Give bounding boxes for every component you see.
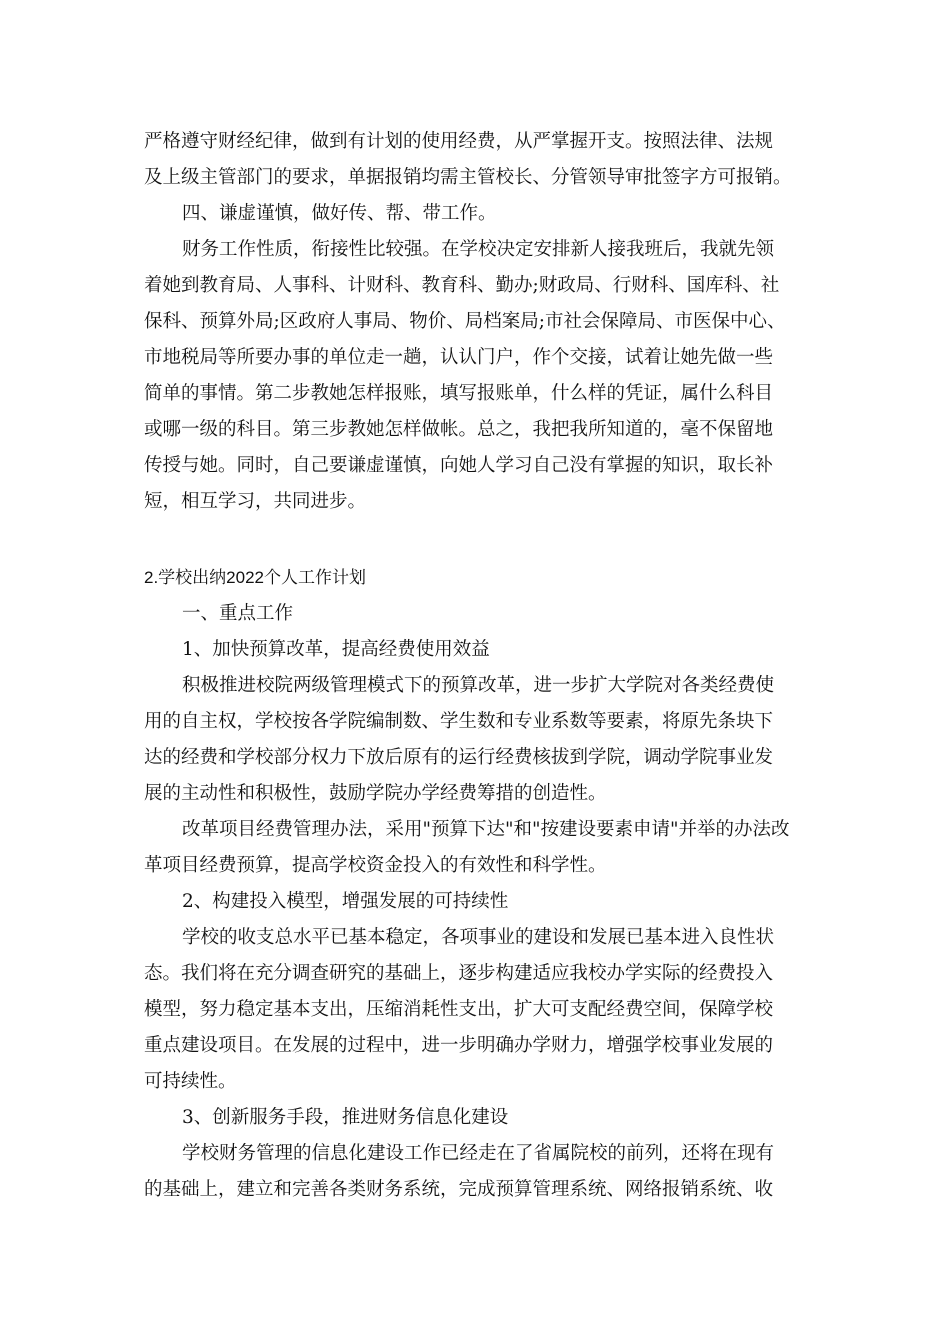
paragraph-line: 改革项目经费管理办法，采用"预算下达"和"按建设要素申请"并举的办法改 bbox=[182, 819, 790, 840]
paragraph-line: 着她到教育局、人事科、计财科、教育科、勤办;财政局、行财科、国库科、社 bbox=[144, 275, 780, 296]
paragraph-line: 严格遵守财经纪律，做到有计划的使用经费，从严掌握开支。按照法律、法规 bbox=[144, 131, 774, 152]
subsection-heading: 3、创新服务手段，推进财务信息化建设 bbox=[182, 1107, 509, 1128]
paragraph-line: 展的主动性和积极性，鼓励学院办学经费筹措的创造性。 bbox=[144, 783, 607, 804]
paragraph-line: 或哪一级的科目。第三步教她怎样做帐。总之，我把我所知道的，毫不保留地 bbox=[144, 419, 774, 440]
paragraph-line: 用的自主权，学校按各学院编制数、学生数和专业系数等要素，将原先条块下 bbox=[144, 711, 774, 732]
paragraph-line: 学校的收支总水平已基本稳定，各项事业的建设和发展已基本进入良性状 bbox=[182, 927, 775, 948]
paragraph-line: 及上级主管部门的要求，单据报销均需主管校长、分管领导审批签字方可报销。 bbox=[144, 167, 792, 188]
paragraph-line: 财务工作性质，衔接性比较强。在学校决定安排新人接我班后，我就先领 bbox=[182, 239, 775, 260]
subsection-heading: 2、构建投入模型，增强发展的可持续性 bbox=[182, 891, 509, 912]
section-heading: 四、谦虚谨慎，做好传、帮、带工作。 bbox=[182, 203, 497, 224]
paragraph-line: 重点建设项目。在发展的过程中，进一步明确办学财力，增强学校事业发展的 bbox=[144, 1035, 774, 1056]
paragraph-line: 达的经费和学校部分权力下放后原有的运行经费核拔到学院，调动学院事业发 bbox=[144, 747, 774, 768]
section-heading: 一、重点工作 bbox=[182, 603, 294, 624]
document-title: 2.学校出纳2022个人工作计划 bbox=[144, 568, 366, 587]
paragraph-line: 的基础上，建立和完善各类财务系统，完成预算管理系统、网络报销系统、收 bbox=[144, 1179, 774, 1200]
paragraph-line: 革项目经费预算，提高学校资金投入的有效性和科学性。 bbox=[144, 855, 607, 876]
paragraph-line: 态。我们将在充分调查研究的基础上，逐步构建适应我校办学实际的经费投入 bbox=[144, 963, 774, 984]
paragraph-line: 短，相互学习，共同进步。 bbox=[144, 491, 367, 512]
subsection-heading: 1、加快预算改革，提高经费使用效益 bbox=[182, 639, 490, 660]
paragraph-line: 学校财务管理的信息化建设工作已经走在了省属院校的前列，还将在现有 bbox=[182, 1143, 775, 1164]
paragraph-line: 积极推进校院两级管理模式下的预算改革，进一步扩大学院对各类经费使 bbox=[182, 675, 775, 696]
paragraph-line: 保科、预算外局;区政府人事局、物价、局档案局;市社会保障局、市医保中心、 bbox=[144, 311, 786, 332]
paragraph-line: 市地税局等所要办事的单位走一趟，认认门户，作个交接，试着让她先做一些 bbox=[144, 347, 774, 368]
paragraph-line: 模型，努力稳定基本支出，压缩消耗性支出，扩大可支配经费空间，保障学校 bbox=[144, 999, 774, 1020]
paragraph-line: 简单的事情。第二步教她怎样报账，填写报账单，什么样的凭证，属什么科目 bbox=[144, 383, 774, 404]
paragraph-line: 传授与她。同时，自己要谦虚谨慎，向她人学习自己没有掌握的知识，取长补 bbox=[144, 455, 774, 476]
paragraph-line: 可持续性。 bbox=[144, 1071, 237, 1092]
